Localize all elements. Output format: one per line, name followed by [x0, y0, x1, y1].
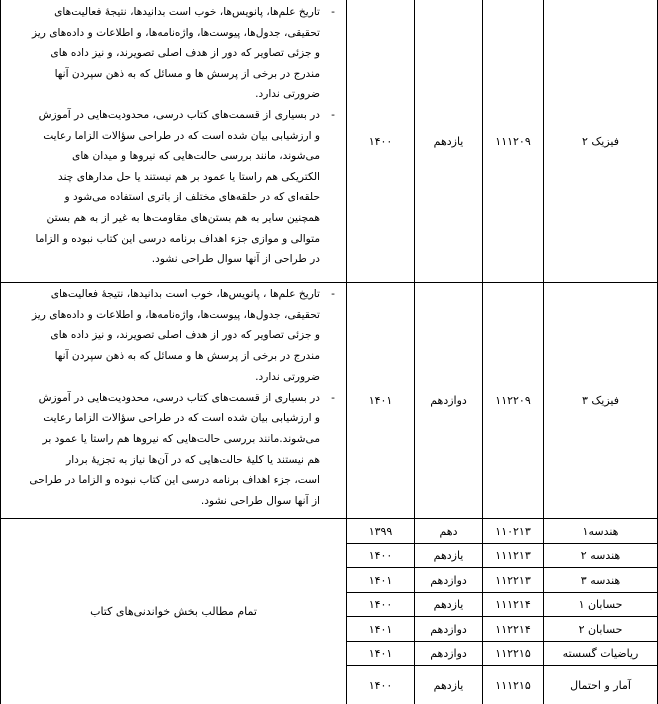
course-code: ۱۱۱۲۱۳: [495, 549, 531, 562]
course-name: هندسه ۳: [580, 573, 621, 587]
bullet-line: در بسیاری از قسمت‌های کتاب درسی، محدودیت‌هایی در آموزش: [38, 108, 320, 121]
course-name: ریاضیات گسسته: [562, 647, 639, 660]
year-cell: [347, 544, 414, 567]
grade-cell: [415, 568, 482, 592]
grade-cell: [415, 0, 482, 282]
grade-label: یازدهم: [433, 598, 464, 611]
course-code: ۱۱۰۲۱۳: [495, 524, 531, 538]
grade-label: یازدهم: [433, 549, 464, 562]
grade-cell: [415, 642, 482, 665]
exclusion-bullet: [7, 2, 338, 105]
course-code: ۱۱۱۲۱۴: [495, 598, 531, 611]
grade-cell: [415, 283, 482, 518]
exclusions-description: [7, 2, 338, 270]
course-code: ۱۱۲۲۱۵: [495, 647, 531, 660]
course-name: هندسه۱: [582, 524, 619, 538]
bullet-line: می‌شوند، مانند بررسی حالت‌هایی که نیروها و میدان های: [72, 150, 320, 163]
course-cell: [544, 0, 657, 282]
course-cell: [544, 642, 657, 665]
grade-label: دوازدهم: [430, 622, 467, 636]
bullet-line: و ارزشیابی بیان شده است که در طراحی سؤالات الزاما رعایت: [43, 129, 320, 142]
exclusions-description: [7, 284, 338, 512]
code-cell: [483, 568, 543, 592]
course-name: آمار و احتمال: [570, 678, 631, 692]
grade-cell: [415, 617, 482, 641]
grade-label: یازدهم: [433, 678, 464, 692]
year-cell: [347, 617, 414, 641]
course-code: ۱۱۲۲۰۹: [495, 394, 531, 407]
bullet-line: تاریخ علم‌ها، پانویس‌ها، خوب است بدانیدها، نتیجهٔ فعالیت‌های: [54, 6, 320, 18]
merged-note-cell: [1, 519, 346, 704]
bullet-dash: -: [331, 288, 335, 300]
grade-cell: [415, 519, 482, 543]
course-cell: [544, 519, 657, 543]
bullet-dash: -: [331, 6, 335, 18]
course-cell: [544, 617, 657, 641]
bullet-line: الکتریکی هم راستا یا عمود بر هم نیستند یا حل مدارهای چند: [58, 170, 320, 183]
grade-label: یازدهم: [433, 134, 464, 148]
code-cell: [483, 642, 543, 665]
year-cell: [347, 666, 414, 704]
exclusion-bullet: [7, 105, 338, 270]
bullet-line: همچنین سایر به هم بستن‌های مقاومت‌ها به غیر از به هم بستن: [46, 211, 320, 224]
course-cell: [544, 544, 657, 567]
year-label: ۱۴۰۰: [368, 134, 393, 148]
bullet-line: مندرج در برخی از پرسش ها و مسائل که به ذهن سپردن آنها: [54, 67, 320, 80]
grade-label: دوازدهم: [430, 647, 467, 660]
grade-label: دوازدهم: [430, 394, 467, 407]
year-label: ۱۴۰۰: [368, 678, 393, 692]
bullet-line: و جزئی تصاویر که دور از هدف اصلی تصویرند، و نیز داده های: [50, 47, 320, 60]
bullet-dash: -: [331, 108, 335, 121]
exclusion-bullet: [7, 388, 338, 512]
bullet-line: از آنها سوال طراحی نشود.: [200, 495, 320, 508]
grade-cell: [415, 593, 482, 616]
course-code: ۱۱۲۲۱۳: [495, 573, 531, 587]
bullet-line: تاریخ علم‌ها ، پانویس‌ها، خوب است بدانیدها، نتیجهٔ فعالیت‌های: [50, 288, 320, 300]
grade-label: دوازدهم: [430, 573, 467, 587]
course-code: ۱۱۱۲۱۵: [495, 678, 531, 692]
bullet-line: تحقیقی، جدول‌ها، پیوست‌ها، واژه‌نامه‌ها، و اطلاعات و داده‌های ریز: [31, 308, 320, 321]
exclusion-bullet: [7, 284, 338, 388]
bullet-dash: -: [331, 391, 335, 404]
code-cell: [483, 0, 543, 282]
bullet-line: و ارزشیابی بیان شده است که در طراحی سؤالات الزاما رعایت: [43, 412, 320, 425]
bullet-line: در بسیاری از قسمت‌های کتاب درسی، محدودیت‌هایی در آموزش: [38, 391, 320, 404]
grade-cell: [415, 666, 482, 704]
bullet-line: هم نیستند یا کلیهٔ حالت‌هایی که در آن‌ها نیاز به تجزیهٔ بردار: [66, 453, 320, 466]
code-cell: [483, 593, 543, 616]
year-label: ۱۴۰۱: [368, 647, 393, 660]
year-cell: [347, 283, 414, 518]
bullet-line: متوالی و موازی جزء اهداف برنامه درسی این کتاب نبوده و الزاما: [35, 232, 320, 245]
bullet-line: ضرورتی ندارد.: [255, 88, 320, 101]
bullet-line: مندرج در برخی از پرسش ها و مسائل که به ذهن سپردن آنها: [54, 350, 320, 363]
year-cell: [347, 593, 414, 616]
course-code: ۱۱۲۲۱۴: [495, 622, 531, 636]
year-cell: [347, 568, 414, 592]
bullet-line: و جزئی تصاویر که دور از هدف اصلی تصویرند، و نیز داده های: [50, 329, 320, 342]
course-name: هندسه ۲: [580, 549, 621, 562]
code-cell: [483, 283, 543, 518]
course-name: فیزیک ۳: [582, 394, 619, 407]
year-cell: [347, 0, 414, 282]
bullet-line: در طراحی از آنها سوال طراحی نشود.: [151, 253, 320, 266]
year-label: ۱۳۹۹: [368, 524, 393, 538]
course-cell: [544, 593, 657, 616]
code-cell: [483, 617, 543, 641]
bullet-line: حلقه‌ای که در حلقه‌های مختلف از باتری استفاده می‌شود و: [64, 191, 320, 204]
grade-cell: [415, 544, 482, 567]
course-cell: [544, 568, 657, 592]
year-label: ۱۴۰۱: [368, 394, 393, 407]
year-cell: [347, 519, 414, 543]
course-name: حسابان ۱: [578, 598, 623, 611]
course-cell: [544, 666, 657, 704]
course-cell: [544, 283, 657, 518]
year-label: ۱۴۰۱: [368, 622, 393, 636]
code-cell: [483, 519, 543, 543]
year-label: ۱۴۰۰: [368, 549, 393, 562]
year-label: ۱۴۰۱: [368, 573, 393, 587]
grade-label: دهم: [439, 524, 458, 538]
year-label: ۱۴۰۰: [368, 598, 393, 611]
code-cell: [483, 544, 543, 567]
bullet-line: است، جزء اهداف برنامه درسی این کتاب نبوده و الزاما در طراحی: [29, 474, 320, 487]
year-cell: [347, 642, 414, 665]
code-cell: [483, 666, 543, 704]
course-name: حسابان ۲: [578, 622, 623, 636]
bullet-line: ضرورتی ندارد.: [255, 370, 320, 383]
bullet-line: می‌شوند.مانند بررسی حالت‌هایی که نیروها هم راستا یا عمود بر: [42, 432, 320, 445]
bullet-line: تحقیقی، جدول‌ها، پیوست‌ها، واژه‌نامه‌ها، و اطلاعات و داده‌های ریز: [31, 26, 320, 39]
course-code: ۱۱۱۲۰۹: [495, 134, 531, 148]
course-name: فیزیک ۲: [582, 134, 619, 148]
merged-note: تمام مطالب بخش خواندنی‌های کتاب: [90, 605, 257, 618]
